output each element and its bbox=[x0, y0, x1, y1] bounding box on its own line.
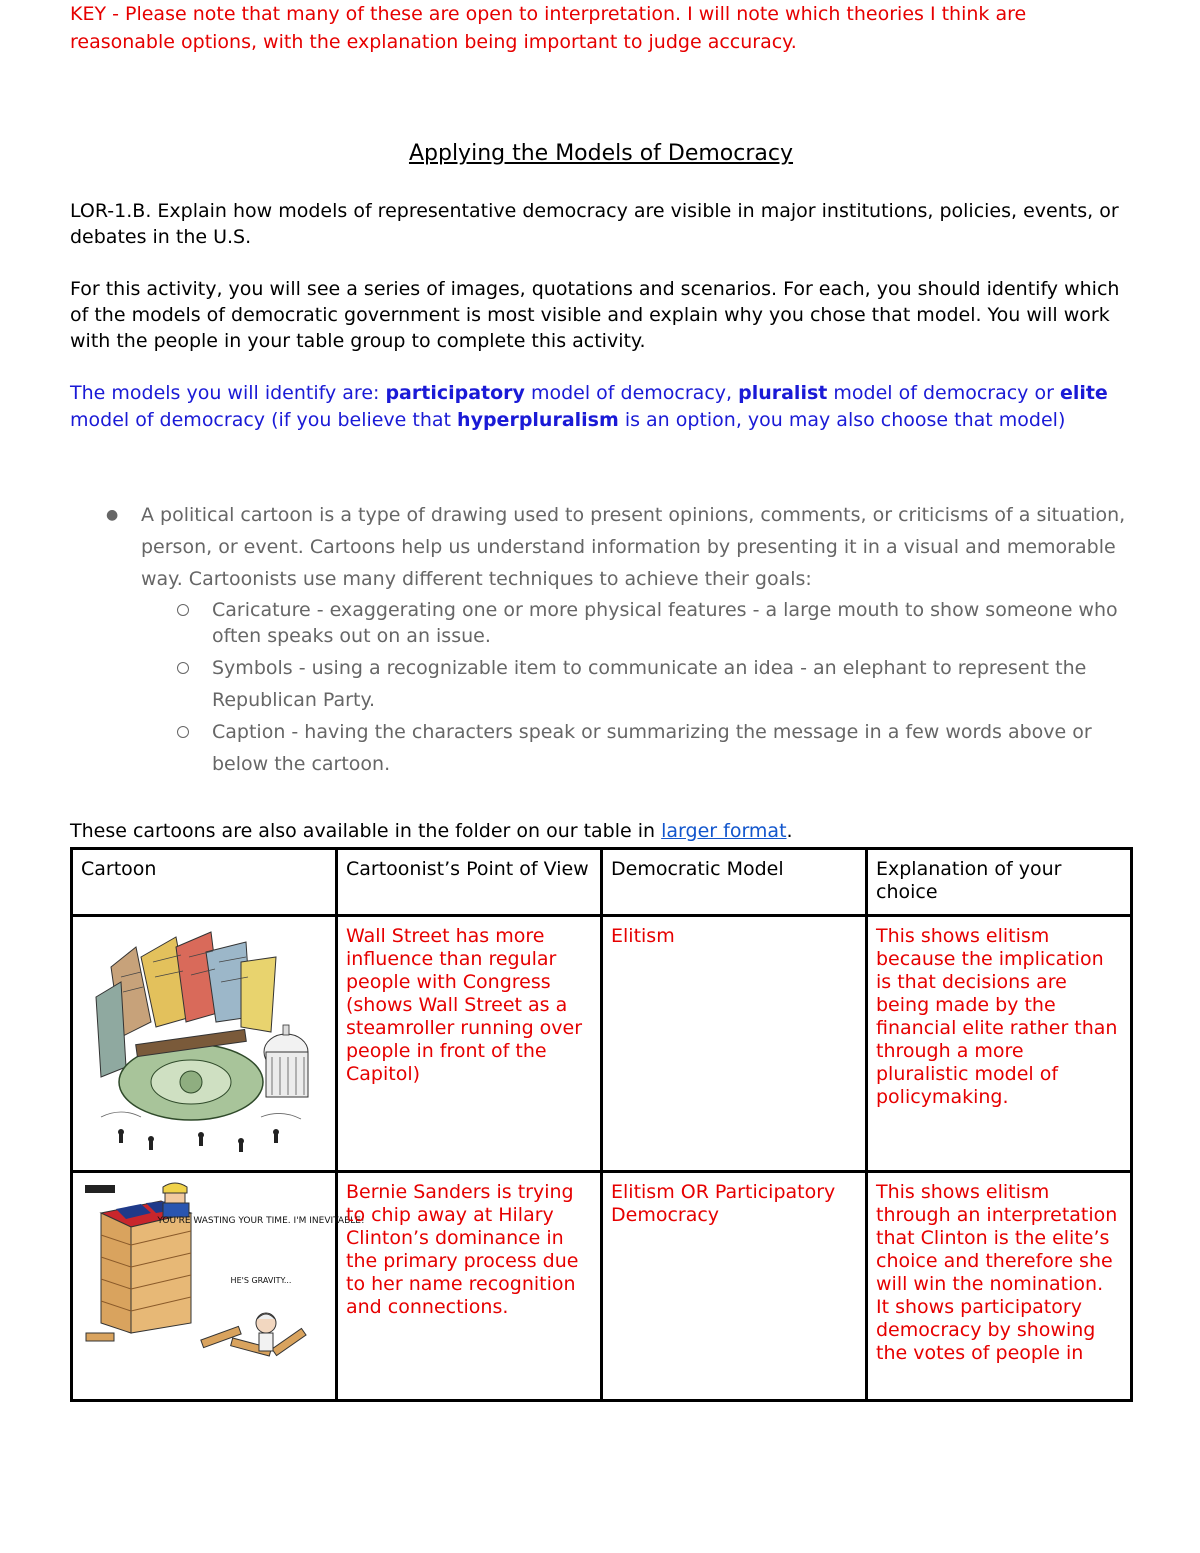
table-header-row bbox=[72, 849, 1132, 916]
explanation-cell: This shows elitism because the implication is that decisions are being made by the financial elite rather than through a more pluralistic model of policymaking. bbox=[867, 916, 1132, 1172]
cartoon-techniques-list bbox=[70, 499, 1132, 780]
political-cartoon-definition: A political cartoon is a type of drawing used to present opinions, comments, or criticisms of a situation, person, or event. Cartoons help us understand information by presenting it in a visual and memorable way. Cartoonists use many different techniques to achieve their goals: bbox=[141, 504, 1126, 590]
list-item bbox=[70, 499, 1132, 780]
header-point-of-view: Cartoonist’s Point of View bbox=[337, 849, 602, 916]
cartoon-speech-1: YOU'RE WASTING YOUR TIME. I'M INEVITABLE! bbox=[157, 1216, 365, 1226]
model-hyperpluralism: hyperpluralism bbox=[457, 409, 619, 431]
models-text: model of democracy, bbox=[524, 382, 739, 404]
models-text: model of democracy (if you believe that bbox=[70, 409, 458, 431]
technique-caricature: Caricature - exaggerating one or more physical features - a large mouth to show someone who often speaks out on an issue. bbox=[212, 599, 1118, 647]
explanation-cell: This shows elitism through an interpretation that Clinton is the elite’s choice and therefore she will win the nomination. It shows participatory democracy by showing the votes of people in bbox=[867, 1172, 1132, 1401]
answer-key-note: KEY - Please note that many of these are open to interpretation. I will note which theories I think are reasonable options, with the explanation being important to judge accuracy. bbox=[70, 3, 1027, 53]
models-text: is an option, you may also choose that model) bbox=[618, 409, 1066, 431]
activity-instructions: For this activity, you will see a series of images, quotations and scenarios. For each, you should identify which of the models of democratic government is most visible and explain why you chose that model. You will work with the people in your table group to complete this activity. bbox=[70, 278, 1120, 352]
list-item bbox=[70, 597, 1132, 649]
cartoon-speech-2: HE'S GRAVITY... bbox=[230, 1276, 292, 1285]
header-explanation: Explanation of your choice bbox=[867, 849, 1132, 916]
models-list bbox=[70, 380, 1132, 434]
learning-objective: LOR-1.B. Explain how models of representative democracy are visible in major institutions, policies, events, or debates in the U.S. bbox=[70, 200, 1119, 248]
table-row bbox=[72, 916, 1132, 1172]
circle-bullet-icon bbox=[177, 662, 189, 674]
bullet-icon: ● bbox=[106, 507, 119, 523]
list-item bbox=[70, 652, 1132, 716]
wall-street-steamroller-cartoon bbox=[81, 927, 321, 1157]
model-pluralist: pluralist bbox=[738, 382, 828, 404]
header-democratic-model: Democratic Model bbox=[602, 849, 867, 916]
cartoons-note-end: . bbox=[786, 820, 793, 842]
model-elite: elite bbox=[1059, 382, 1108, 404]
larger-format-link[interactable]: larger format bbox=[661, 820, 787, 842]
header-cartoon: Cartoon bbox=[72, 849, 337, 916]
page-title: Applying the Models of Democracy bbox=[408, 141, 794, 166]
cartoons-note bbox=[70, 818, 1132, 844]
circle-bullet-icon bbox=[177, 604, 189, 616]
model-participatory: participatory bbox=[385, 382, 525, 404]
cartoon-jenga-cell bbox=[72, 1172, 365, 1401]
model-cell: Elitism OR Participatory Democracy bbox=[602, 1172, 867, 1401]
jenga-tower-cartoon bbox=[81, 1183, 365, 1368]
cartoons-note-text: These cartoons are also available in the folder on our table in bbox=[70, 820, 662, 842]
circle-bullet-icon bbox=[177, 726, 189, 738]
technique-sublist bbox=[141, 597, 1132, 780]
list-item bbox=[70, 716, 1132, 780]
model-cell: Elitism bbox=[602, 916, 867, 1172]
pov-cell: Bernie Sanders is trying to chip away at Hilary Clinton’s dominance in the primary process due to her name recognition and connections. bbox=[337, 1172, 602, 1401]
technique-caption: Caption - having the characters speak or summarizing the message in a few words above or below the cartoon. bbox=[212, 721, 1092, 775]
models-text: model of democracy or bbox=[827, 382, 1060, 404]
table-row bbox=[72, 1172, 1132, 1401]
cartoon-wall-street-cell bbox=[72, 916, 337, 1172]
technique-symbols: Symbols - using a recognizable item to communicate an idea - an elephant to represent the Republican Party. bbox=[212, 657, 1087, 711]
pov-cell: Wall Street has more influence than regular people with Congress (shows Wall Street as a steamroller running over people in front of the Capitol) bbox=[337, 916, 602, 1172]
models-intro: The models you will identify are: bbox=[70, 382, 386, 404]
cartoon-analysis-table bbox=[70, 847, 1133, 1402]
